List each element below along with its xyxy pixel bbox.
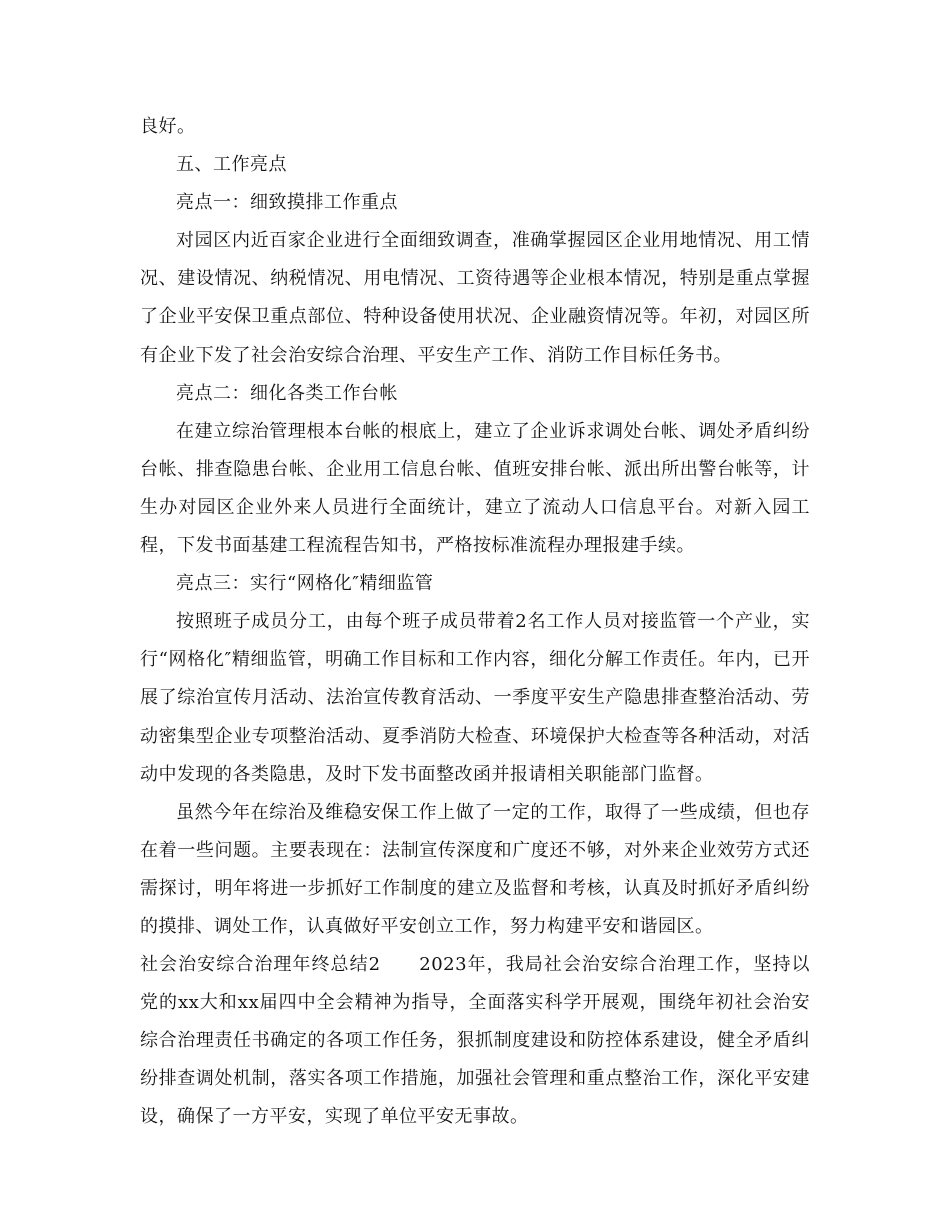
highlight-body-3: 按照班子成员分工，由每个班子成员带着2名工作人员对接监管一个产业，实行“网格化″精细监管，明确工作目标和工作内容，细化分解工作责任。年内，已开展了综治宣传月活动、法治宣传教育活动、一季度平安生产隐患排查整治活动、劳动密集型企业专项整治活动、夏季消防大检查、环境保护大检查等各种活动，对活动中发现的各类隐患，及时下发书面整改函并报请相关职能部门监督。: [140, 611, 810, 785]
highlight-heading-3: 亮点三：实行“网格化″精细监管: [176, 573, 434, 595]
second-summary-paragraph: 社会治安综合治理年终总结2 2023年，我局社会治安综合治理工作，坚持以党的xx大和xx届四中全会精神为指导，全面落实科学开展观，围绕年初社会治安综合治理责任书确定的各项工作任务，狠抓制度建设和防控体系建设，健全矛盾纠纷排查调处机制，落实各项工作措施，加强社会管理和重点整治工作，深化平安建设，确保了一方平安，实现了单位平安无事故。: [140, 954, 810, 1128]
highlight-body-2: 在建立综治管理根本台帐的根底上，建立了企业诉求调处台帐、调处矛盾纠纷台帐、排查隐患台帐、企业用工信息台帐、值班安排台帐、派出所出警台帐等，计生办对园区企业外来人员进行全面统计，建立了流动人口信息平台。对新入园工程，下发书面基建工程流程告知书，严格按标准流程办理报建手续。: [140, 420, 810, 557]
highlight-body-1: 对园区内近百家企业进行全面细致调查，准确掌握园区企业用地情况、用工情况、建设情况、纳税情况、用电情况、工资待遇等企业根本情况，特别是重点掌握了企业平安保卫重点部位、特种设备使用状况、企业融资情况等。年初，对园区所有企业下发了社会治安综合治理、平安生产工作、消防工作目标任务书。: [140, 230, 810, 366]
highlight-heading-2: 亮点二：细化各类工作台帐: [176, 382, 398, 404]
section-heading-work-highlights: 五、工作亮点: [176, 154, 287, 176]
document-body: [140, 108, 810, 1137]
paragraph-continuation: 良好。: [140, 116, 196, 137]
summary-paragraph: 虽然今年在综治及维稳安保工作上做了一定的工作，取得了一些成绩，但也存在着一些问题。主要表现在：法制宣传深度和广度还不够，对外来企业效劳方式还需探讨，明年将进一步抓好工作制度的建立及监督和考核，认真及时抓好矛盾纠纷的摸排、调处工作，认真做好平安创立工作，努力构建平安和谐园区。: [140, 801, 810, 937]
highlight-heading-1: 亮点一：细致摸排工作重点: [176, 192, 398, 214]
